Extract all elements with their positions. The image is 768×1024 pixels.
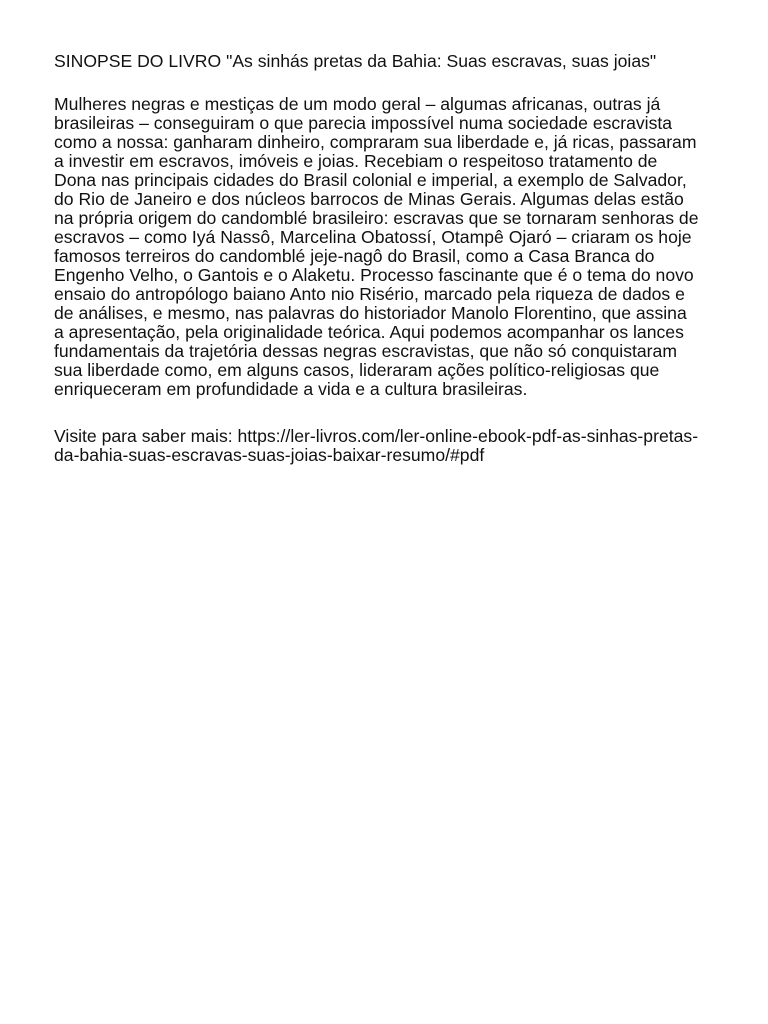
synopsis-line: escravos – como Iyá Nassô, Marcelina Obatossí, Otampê Ojaró – criaram os hoje (54, 227, 692, 247)
link-line: Visite para saber mais: https://ler-livros.com/ler-online-ebook-pdf-as-sinhas-pretas- (54, 426, 699, 446)
synopsis-line: Engenho Velho, o Gantois e o Alaketu. Processo fascinante que é o tema do novo (54, 265, 694, 285)
synopsis-line: na própria origem do candomblé brasileiro: escravas que se tornaram senhoras de (54, 208, 699, 228)
synopsis-line: a investir em escravos, imóveis e joias. Recebiam o respeitoso tratamento de (54, 151, 658, 171)
synopsis-line: sua liberdade como, em alguns casos, lideraram ações político-religiosas que (54, 360, 660, 380)
synopsis-line: fundamentais da trajetória dessas negras escravistas, que não só conquistaram (54, 341, 677, 361)
document-title: SINOPSE DO LIVRO "As sinhás pretas da Bahia: Suas escravas, suas joias" (54, 51, 657, 71)
synopsis-line: ensaio do antropólogo baiano Anto nio Risério, marcado pela riqueza de dados e (54, 284, 685, 304)
synopsis-line: a apresentação, pela originalidade teórica. Aqui podemos acompanhar os lances (54, 322, 684, 342)
synopsis-line: Dona nas principais cidades do Brasil colonial e imperial, a exemplo de Salvador, (54, 170, 687, 190)
synopsis-line: enriqueceram em profundidade a vida e a cultura brasileiras. (54, 379, 528, 399)
synopsis-line: Mulheres negras e mestiças de um modo geral – algumas africanas, outras já (54, 94, 661, 114)
synopsis-line: como a nossa: ganharam dinheiro, compraram sua liberdade e, já ricas, passaram (54, 132, 697, 152)
synopsis-line: brasileiras – conseguiram o que parecia impossível numa sociedade escravista (54, 113, 673, 133)
synopsis-line: famosos terreiros do candomblé jeje-nagô do Brasil, como a Casa Branca do (54, 246, 655, 266)
link-line: da-bahia-suas-escravas-suas-joias-baixar-resumo/#pdf (54, 445, 485, 465)
synopsis-line: do Rio de Janeiro e dos núcleos barrocos de Minas Gerais. Algumas delas estão (54, 189, 684, 209)
synopsis-line: de análises, e mesmo, nas palavras do historiador Manolo Florentino, que assina (54, 303, 687, 323)
